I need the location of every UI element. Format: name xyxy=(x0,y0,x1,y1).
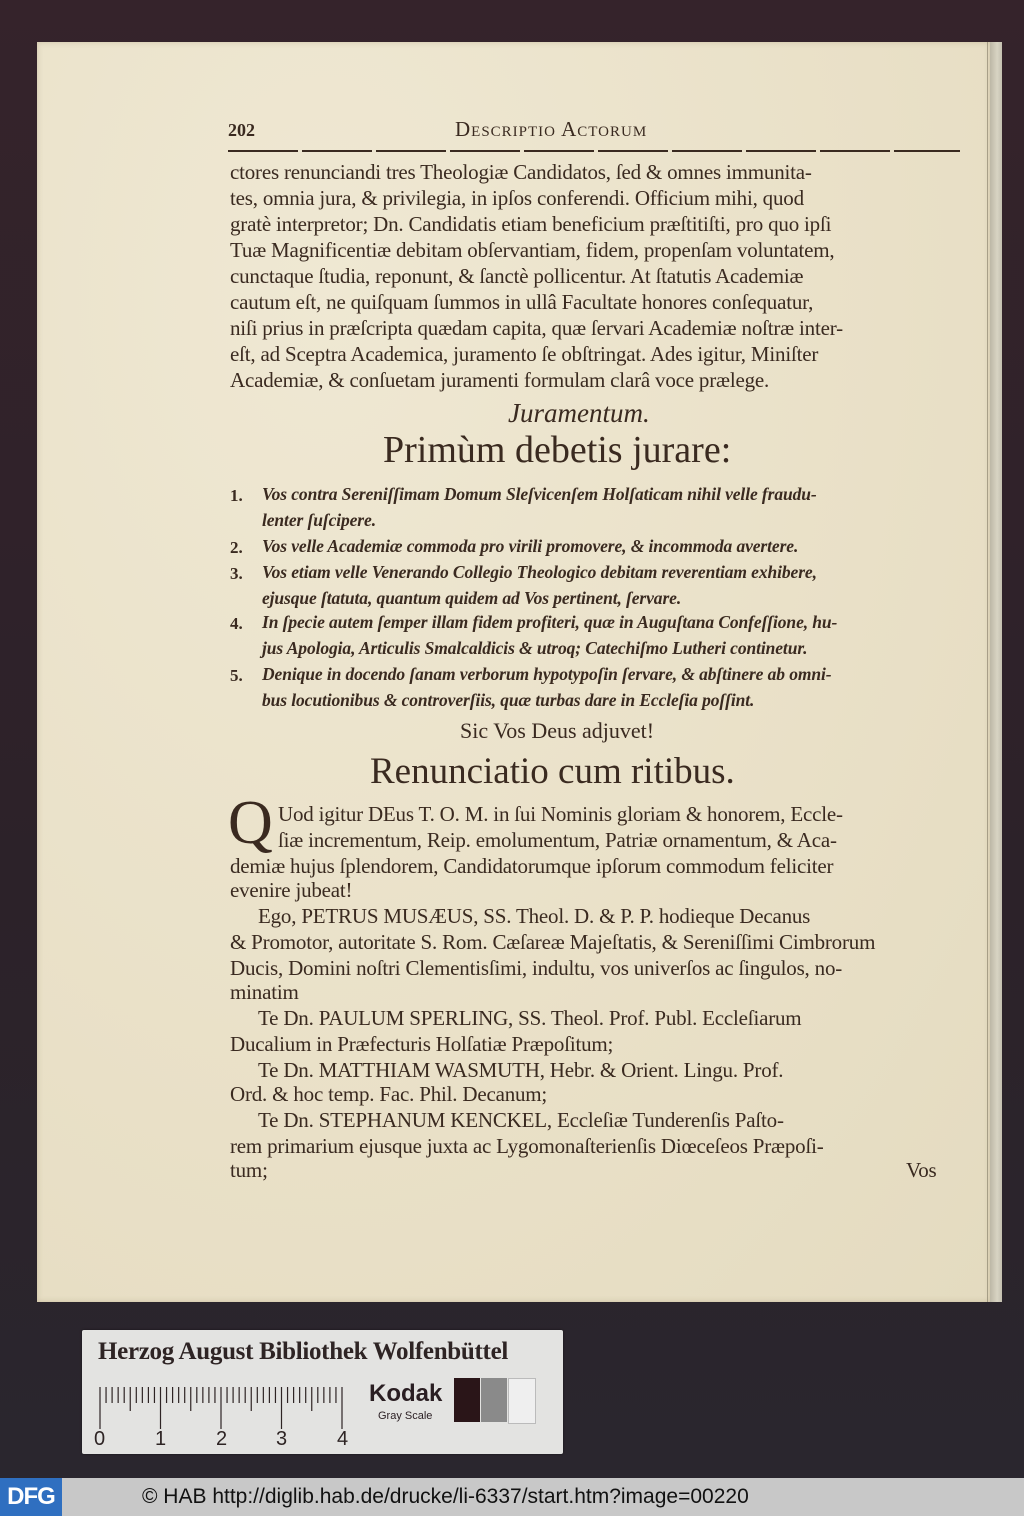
oath-subheading: Primùm debetis jurare: xyxy=(383,429,732,471)
oath-item-line: Vos velle Academiæ commoda pro virili promovere, & incommoda avertere. xyxy=(262,536,799,556)
footer-bar xyxy=(0,1478,1024,1516)
text-line: Ducis, Domini noſtri Clementisſimi, indultu, vos univerſos ac ſingulos, no- xyxy=(230,956,843,980)
library-scan-label xyxy=(82,1330,563,1454)
copyright-link[interactable]: © HAB http://diglib.hab.de/drucke/li-6337/start.htm?image=00220 xyxy=(142,1485,749,1508)
text-line: evenire jubeat! xyxy=(230,878,353,902)
text-line: Ducalium in Præfecturis Holſatiæ Præpoſitum; xyxy=(230,1032,614,1056)
oath-item-line: Vos etiam velle Venerando Collegio Theologico debitam reverentiam exhibere, xyxy=(262,562,817,582)
ruler-number: 2 xyxy=(216,1428,228,1450)
ruler-number: 1 xyxy=(155,1428,167,1450)
text-line: Te Dn. PAULUM SPERLING, SS. Theol. Prof. Publ. Eccleſiarum xyxy=(258,1006,802,1030)
text-line: eſt, ad Sceptra Academica, juramento ſe obſtringat. Ades igitur, Miniſter xyxy=(230,342,819,366)
oath-closing: Sic Vos Deus adjuvet! xyxy=(460,718,655,743)
page-gutter xyxy=(990,42,1002,1302)
oath-item-line: jus Apologia, Articulis Smalcaldicis & utroq; Catechiſmo Lutheri continetur. xyxy=(262,638,808,658)
text-line: Uod igitur DEus T. O. M. in ſui Nominis gloriam & honorem, Eccle- xyxy=(278,802,843,826)
oath-item-line: lenter ſuſcipere. xyxy=(262,510,376,530)
ruler-number: 0 xyxy=(94,1428,106,1450)
text-line: rem primarium ejusque juxta ac Lygomonaſterienſis Diœceſeos Præpoſi- xyxy=(230,1134,824,1158)
text-line: ſiæ incrementum, Reip. emolumentum, Patriæ ornamentum, & Aca- xyxy=(278,828,837,852)
text-line: niſi prius in præſcripta quædam capita, quæ ſervari Academiæ noſtræ inter- xyxy=(230,316,843,340)
ruler-number: 4 xyxy=(337,1428,349,1450)
section-heading: Renunciatio cum ritibus. xyxy=(370,751,735,792)
drop-cap: Q xyxy=(228,789,273,857)
ruler-number: 3 xyxy=(276,1428,288,1450)
text-line: gratè interpretor; Dn. Candidatis etiam beneficium præſtitiſti, pro quo ipſi xyxy=(230,212,832,236)
oath-item-line: Vos contra Sereniſſimam Domum Sleſvicenſem Holſaticam nihil velle fraudu- xyxy=(262,484,817,504)
page-number: 202 xyxy=(228,120,255,140)
text-line: Tuæ Magnificentiæ debitam obſervantiam, fidem, propenſam voluntatem, xyxy=(230,238,835,262)
text-line: Academiæ, & conſuetam juramenti formulam clarâ voce prælege. xyxy=(230,368,770,392)
oath-item-number: 1. xyxy=(230,486,243,505)
text-line: cunctaque ſtudia, reponunt, & ſanctè pollicentur. At ſtatutis Academiæ xyxy=(230,264,804,288)
text-line: Te Dn. STEPHANUM KENCKEL, Eccleſiæ Tunderenſis Paſto- xyxy=(258,1108,784,1132)
text-line: cautum eſt, ne quiſquam ſummos in ullâ Facultate honores conſequatur, xyxy=(230,290,814,314)
text-line: minatim xyxy=(230,980,299,1004)
running-head: Descriptio Actorum xyxy=(455,117,648,141)
oath-item-line: ejusque ſtatuta, quantum quidem ad Vos pertinent, ſervare. xyxy=(262,588,682,608)
dfg-logo: DFG xyxy=(0,1478,62,1516)
oath-item-line: bus locutionibus & controverſiis, quæ turbas dare in Eccleſia poſſint. xyxy=(262,690,755,710)
page-fold-line xyxy=(987,42,988,1302)
header-rule xyxy=(228,150,960,152)
gray-swatch-mid xyxy=(481,1378,507,1422)
gray-swatch-white xyxy=(508,1378,536,1424)
catchword: Vos xyxy=(906,1158,937,1182)
text-line: demiæ hujus ſplendorem, Candidatorumque ipſorum commodum feliciter xyxy=(230,854,834,878)
institution-name: Herzog August Bibliothek Wolfenbüttel xyxy=(98,1338,509,1365)
oath-item-number: 5. xyxy=(230,666,243,685)
text-line: Ego, PETRUS MUSÆUS, SS. Theol. D. & P. P. hodieque Decanus xyxy=(258,904,811,928)
text-line: & Promotor, autoritate S. Rom. Cæſareæ Majeſtatis, & Sereniſſimi Cimbrorum xyxy=(230,930,876,954)
oath-item-number: 2. xyxy=(230,538,243,557)
text-line: Ord. & hoc temp. Fac. Phil. Decanum; xyxy=(230,1082,548,1106)
oath-item-line: In ſpecie autem ſemper illam fidem profiteri, quæ in Auguſtana Confeſſione, hu- xyxy=(262,612,838,632)
oath-item-number: 4. xyxy=(230,614,243,633)
measurement-ruler xyxy=(98,1385,348,1430)
text-line: Te Dn. MATTHIAM WASMUTH, Hebr. & Orient. Lingu. Prof. xyxy=(258,1058,784,1082)
oath-item-line: Denique in docendo ſanam verborum hypotypoſin ſervare, & abſtinere ab omni- xyxy=(262,664,832,684)
text-line: tum; xyxy=(230,1158,268,1182)
gray-swatch-black xyxy=(454,1378,480,1422)
oath-item-number: 3. xyxy=(230,564,243,583)
text-line: tes, omnia jura, & privilegia, in ipſos conferendi. Officium mihi, quod xyxy=(230,186,804,210)
gray-scale-caption: Gray Scale xyxy=(378,1410,433,1422)
oath-heading: Juramentum. xyxy=(508,398,650,428)
kodak-logo: Kodak xyxy=(369,1380,443,1407)
text-line: ctores renunciandi tres Theologiæ Candidatos, ſed & omnes immunita- xyxy=(230,160,812,184)
